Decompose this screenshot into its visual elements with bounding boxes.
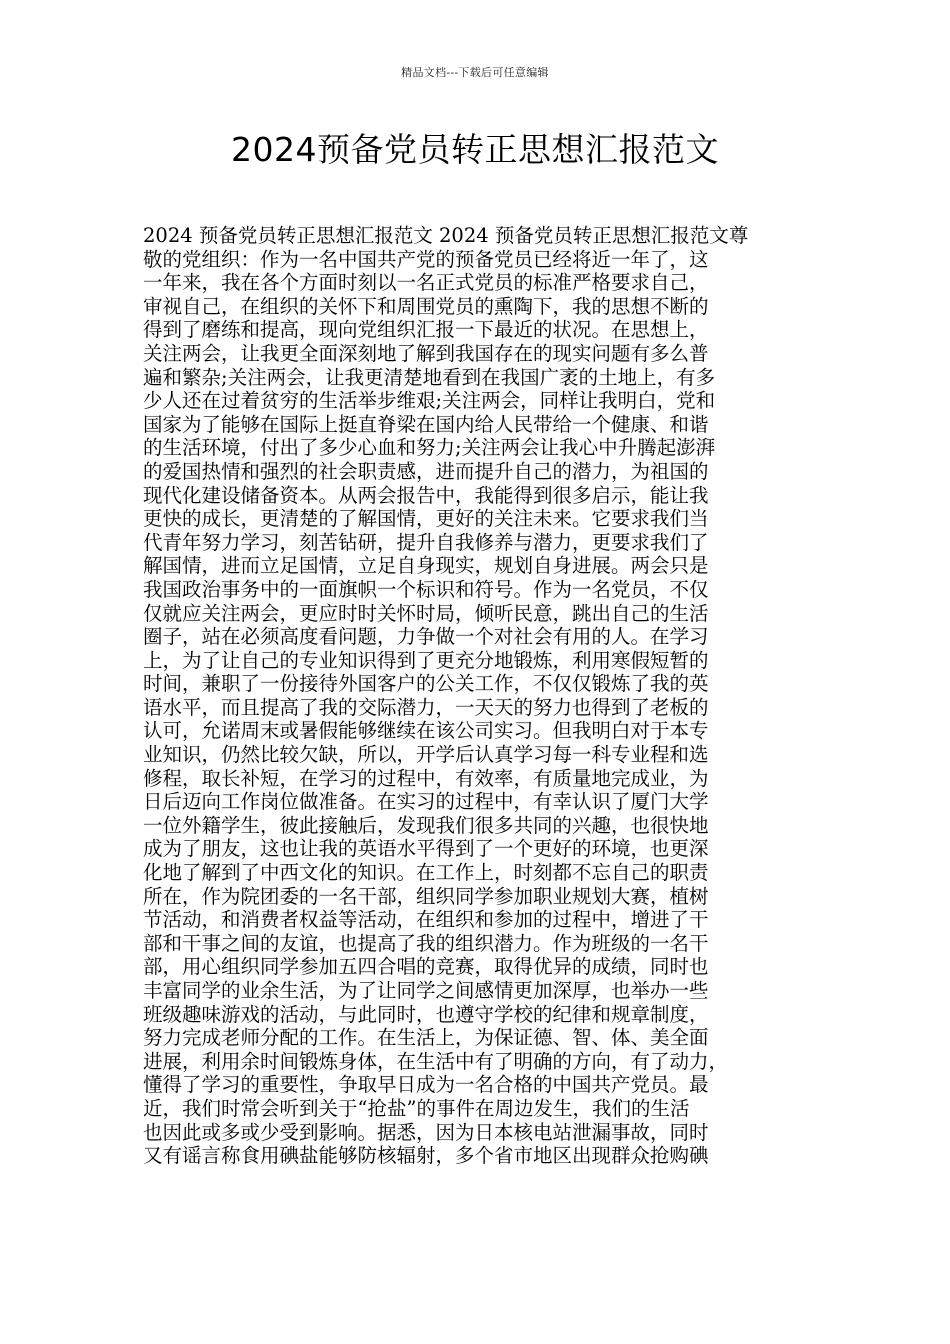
body-text-line: 部，用心组织同学参加五四合唱的竞赛，取得优异的成绩，同时也 (143, 955, 709, 979)
body-text-line: 认可，允诺周末或暑假能够继续在该公司实习。但我明白对于本专 (143, 719, 709, 743)
body-text-line: 的生活环境，付出了多少心血和努力;关注两会让我心中升腾起澎湃 (143, 436, 716, 460)
body-text-line: 关注两会，让我更全面深刻地了解到我国存在的现实问题有多么普 (143, 341, 709, 365)
body-text-line: 现代化建设储备资本。从两会报告中，我能得到很多启示，能让我 (143, 483, 709, 507)
body-text-line: 上，为了让自己的专业知识得到了更充分地锻炼，利用寒假短暂的 (143, 648, 709, 672)
body-text-line: 审视自己，在组织的关怀下和周围党员的熏陶下，我的思想不断的 (143, 294, 709, 318)
body-text-line: 2024 预备党员转正思想汇报范文 2024 预备党员转正思想汇报范文尊 (143, 224, 749, 247)
body-text-line: 解国情，进而立足国情，立足自身现实，规划自身进展。两会只是 (143, 554, 709, 578)
body-text-line: 的爱国热情和强烈的社会职责感，进而提升自己的潜力，为祖国的 (143, 459, 709, 483)
body-text-line: 所在，作为院团委的一名干部，组织同学参加职业规划大赛，植树 (143, 884, 709, 908)
page-header: 精品文档---下载后可任意编辑 (401, 66, 549, 79)
body-text-line: 得到了磨练和提高，现向党组织汇报一下最近的状况。在思想上， (143, 318, 709, 342)
body-text-line: 一年来，我在各个方面时刻以一名正式党员的标准严格要求自己， (143, 271, 709, 295)
body-text-line: 业知识，仍然比较欠缺，所以，开学后认真学习每一科专业程和选 (143, 743, 709, 767)
body-text-line: 又有谣言称食用碘盐能够防核辐射，多个省市地区出现群众抢购碘 (143, 1144, 709, 1168)
body-text-line: 日后迈向工作岗位做准备。在实习的过程中，有幸认识了厦门大学 (143, 790, 709, 814)
body-text-line: 近，我们时常会听到关于“抢盐”的事件在周边发生，我们的生活 (143, 1096, 690, 1120)
body-text-line: 语水平，而且提高了我的交际潜力，一天天的努力也得到了老板的 (143, 695, 709, 719)
body-text-line: 成为了朋友，这也让我的英语水平得到了一个更好的环境，也更深 (143, 837, 709, 861)
body-text-line: 班级趣味游戏的活动，与此同时，也遵守学校的纪律和规章制度， (143, 1002, 709, 1026)
body-text-line: 遍和繁杂;关注两会，让我更清楚地看到在我国广袤的土地上，有多 (143, 365, 716, 389)
body-text-line: 我国政治事务中的一面旗帜一个标识和符号。作为一名党员，不仅 (143, 577, 709, 601)
body-text-line: 丰富同学的业余生活，为了让同学之间感情更加深厚，也举办一些 (143, 979, 709, 1002)
body-text-line: 国家为了能够在国际上挺直脊梁在国内给人民带给一个健康、和谐 (143, 412, 709, 436)
body-text-line: 部和干事之间的友谊，也提高了我的组织潜力。作为班级的一名干 (143, 931, 709, 955)
body-text-line: 更快的成长，更清楚的了解国情，更好的关注未来。它要求我们当 (143, 507, 709, 531)
body-text-line: 修程，取长补短，在学习的过程中，有效率，有质量地完成业，为 (143, 766, 709, 790)
body-text-line: 圈子，站在必须高度看问题，力争做一个对社会有用的人。在学习 (143, 625, 709, 649)
body-text-line: 节活动，和消费者权益等活动，在组织和参加的过程中，增进了干 (143, 908, 709, 932)
body-text-line: 化地了解到了中西文化的知识。在工作上，时刻都不忘自己的职责 (143, 861, 709, 885)
body-text-line: 代青年努力学习，刻苦钻研，提升自我修养与潜力，更要求我们了 (143, 530, 709, 554)
body-text-line: 少人还在过着贫穷的生活举步维艰;关注两会，同样让我明白，党和 (143, 389, 716, 413)
body-text-line: 一位外籍学生，彼此接触后，发现我们很多共同的兴趣，也很快地 (143, 813, 709, 837)
body-text-line: 也因此或多或少受到影响。据悉，因为日本核电站泄漏事故，同时 (143, 1120, 709, 1144)
body-text-line: 懂得了学习的重要性，争取早日成为一名合格的中国共产党员。最 (143, 1073, 709, 1097)
body-text-line: 时间，兼职了一份接待外国客户的公关工作，不仅仅锻炼了我的英 (143, 672, 709, 696)
body-text-line: 进展，利用余时间锻炼身体，在生活中有了明确的方向，有了动力， (143, 1049, 729, 1073)
body-text-line: 仅就应关注两会，更应时时关怀时局，倾听民意，跳出自己的生活 (143, 601, 709, 625)
document-body (0, 224, 950, 1168)
body-text-line: 努力完成老师分配的工作。在生活上，为保证德、智、体、美全面 (143, 1026, 709, 1050)
document-title: 2024预备党员转正思想汇报范文 (231, 130, 719, 169)
body-text-line: 敬的党组织：作为一名中国共产党的预备党员已经将近一年了，这 (143, 247, 709, 271)
